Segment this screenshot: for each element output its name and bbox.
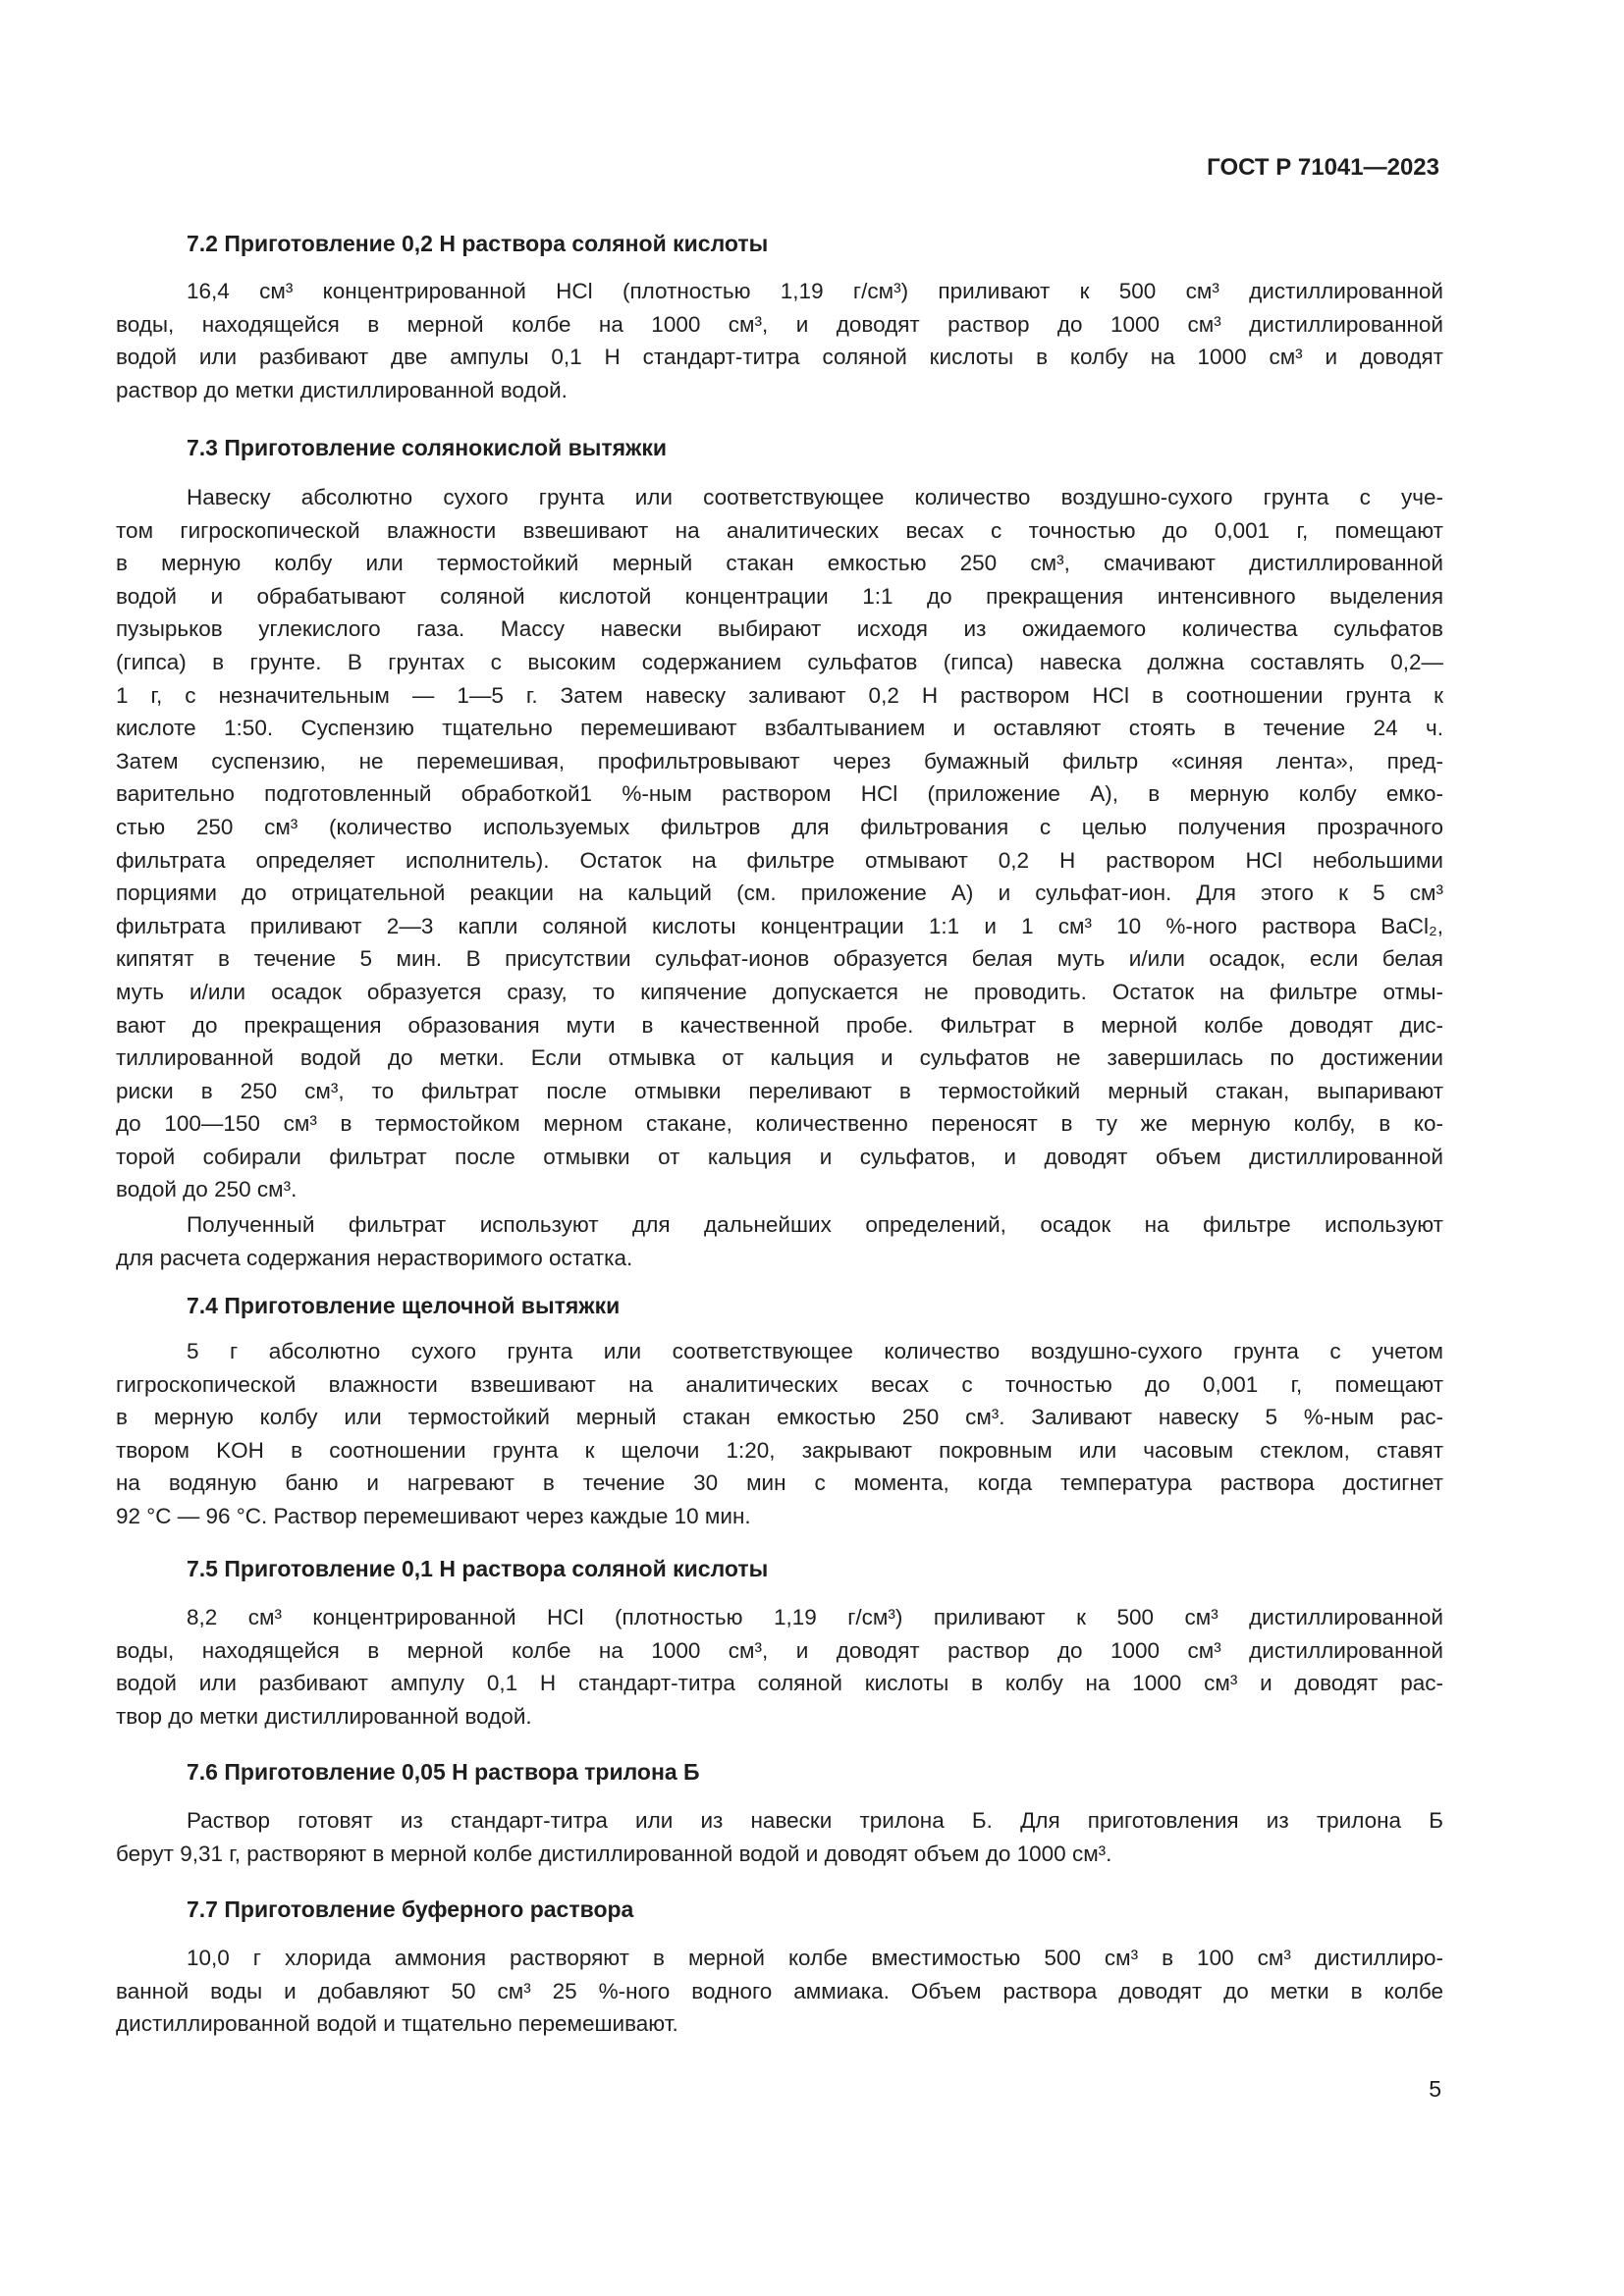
paragraph-line: берут 9,31 г, растворяют в мерной колбе дистиллированной водой и доводят объем до 1000 см³. bbox=[116, 1841, 1112, 1866]
paragraph-line: воды, находящейся в мерной колбе на 1000 см³, и доводят раствор до 1000 см³ дистиллированной bbox=[116, 1637, 1443, 1663]
paragraph-line: ванной воды и добавляют 50 см³ 25 %-ного водного аммиака. Объем раствора доводят до метки в колбе bbox=[116, 1978, 1443, 2003]
paragraph-line: Навеску абсолютно сухого грунта или соответствующее количество воздушно-сухого грунта с уче- bbox=[187, 485, 1443, 509]
section-heading: 7.2 Приготовление 0,2 Н раствора соляной кислоты bbox=[187, 231, 769, 256]
paragraph bbox=[116, 1804, 1443, 1870]
paragraph-line: водой или разбивают ампулу 0,1 Н стандарт-титра соляной кислоты в колбу на 1000 см³ и доводят рас- bbox=[116, 1671, 1443, 1696]
paragraph-line: риски в 250 см³, то фильтрат после отмывки переливают в термостойкий мерный стакан, выпаривают bbox=[116, 1078, 1443, 1103]
page-number: 5 bbox=[1429, 2076, 1441, 2102]
paragraph-line: тиллированной водой до метки. Если отмывка от кальция и сульфатов не завершилась по достижении bbox=[116, 1045, 1443, 1071]
paragraph-line: порциями до отрицательной реакции на кальций (см. приложение А) и сульфат-ион. Для этого к 5 см³ bbox=[116, 881, 1443, 906]
paragraph-line: (гипса) в грунте. В грунтах с высоким содержанием сульфатов (гипса) навеска должна составлять 0,2— bbox=[116, 649, 1443, 674]
paragraph-line: кипятят в течение 5 мин. В присутствии сульфат-ионов образуется белая муть и/или осадок, если белая bbox=[116, 946, 1443, 972]
paragraph-line: Полученный фильтрат используют для дальнейших определений, осадок на фильтре используют bbox=[187, 1212, 1443, 1237]
paragraph-line: водой до 250 см³. bbox=[116, 1177, 298, 1202]
paragraph-line: 8,2 см³ концентрированной HCl (плотностью 1,19 г/см³) приливают к 500 см³ дистиллированной bbox=[187, 1605, 1443, 1629]
paragraph-line: на водяную баню и нагревают в течение 30 мин с момента, когда температура раствора достигнет bbox=[116, 1470, 1443, 1496]
paragraph-line: Затем суспензию, не перемешивая, профильтровывают через бумажный фильтр «синяя лента», пред- bbox=[116, 748, 1443, 774]
paragraph bbox=[116, 1335, 1443, 1533]
paragraph-line: в мерную колбу или термостойкий мерный стакан емкостью 250 см³. Заливают навеску 5 %-ным рас- bbox=[116, 1405, 1443, 1430]
paragraph-line: в мерную колбу или термостойкий мерный стакан емкостью 250 см³, смачивают дистиллированной bbox=[116, 551, 1443, 576]
paragraph-line: воды, находящейся в мерной колбе на 1000 см³, и доводят раствор до 1000 см³ дистиллированной bbox=[116, 311, 1443, 337]
paragraph-line: фильтрата определяет исполнитель). Остаток на фильтре отмывают 0,2 Н раствором HCl небольшими bbox=[116, 847, 1443, 873]
section-heading: 7.6 Приготовление 0,05 Н раствора трилона Б bbox=[187, 1759, 700, 1785]
paragraph-line: раствор до метки дистиллированной водой. bbox=[116, 377, 568, 402]
paragraph-line: 92 °C — 96 °C. Раствор перемешивают через каждые 10 мин. bbox=[116, 1503, 751, 1528]
paragraph-line: стью 250 см³ (количество используемых фильтров для фильтрования с целью получения прозрачного bbox=[116, 814, 1443, 839]
paragraph-line: муть и/или осадок образуется сразу, то кипячение допускается не проводить. Остаток на фильтре отмы- bbox=[116, 979, 1443, 1004]
section-heading: 7.7 Приготовление буферного раствора bbox=[187, 1896, 634, 1922]
paragraph-line: твор до метки дистиллированной водой. bbox=[116, 1703, 532, 1729]
document-code: ГОСТ Р 71041—2023 bbox=[1207, 154, 1439, 181]
paragraph-line: 1 г, с незначительным — 1—5 г. Затем навеску заливают 0,2 Н раствором HCl в соотношении грунта к bbox=[116, 682, 1443, 708]
section-heading: 7.3 Приготовление солянокислой вытяжки bbox=[187, 435, 667, 460]
paragraph bbox=[116, 1601, 1443, 1733]
section-heading: 7.4 Приготовление щелочной вытяжки bbox=[187, 1293, 621, 1318]
paragraph-line: Раствор готовят из стандарт-титра или из навески трилона Б. Для приготовления из трилона Б bbox=[187, 1808, 1443, 1833]
paragraph-line: 10,0 г хлорида аммония растворяют в мерной колбе вместимостью 500 см³ в 100 см³ дистиллиро- bbox=[187, 1946, 1443, 1970]
paragraph bbox=[116, 481, 1443, 1206]
paragraph-line: торой собирали фильтрат после отмывки от кальция и сульфатов, и доводят объем дистиллированной bbox=[116, 1144, 1443, 1169]
paragraph-line: фильтрата приливают 2—3 капли соляной кислоты концентрации 1:1 и 1 см³ 10 %-ного раствора BaCl₂, bbox=[116, 913, 1443, 938]
paragraph-line: 16,4 см³ концентрированной HCl (плотностью 1,19 г/см³) приливают к 500 см³ дистиллированной bbox=[187, 279, 1443, 303]
paragraph-line: 5 г абсолютно сухого грунта или соответствующее количество воздушно-сухого грунта с учетом bbox=[187, 1339, 1443, 1363]
paragraph-line: твором KOH в соотношении грунта к щелочи 1:20, закрывают покровным или часовым стеклом, ставят bbox=[116, 1437, 1443, 1463]
paragraph-line: водой или разбивают две ампулы 0,1 Н стандарт-титра соляной кислоты в колбу на 1000 см³ и доводят bbox=[116, 345, 1443, 370]
paragraph-line: до 100—150 см³ в термостойком мерном стакане, количественно переносят в ту же мерную колбу, в ко- bbox=[116, 1111, 1443, 1137]
paragraph bbox=[116, 1208, 1443, 1274]
paragraph-line: гигроскопической влажности взвешивают на аналитических весах с точностью до 0,001 г, помещают bbox=[116, 1371, 1443, 1397]
paragraph-line: дистиллированной водой и тщательно перемешивают. bbox=[116, 2011, 678, 2037]
paragraph bbox=[116, 1942, 1443, 2041]
section-heading: 7.5 Приготовление 0,1 Н раствора соляной кислоты bbox=[187, 1556, 769, 1581]
paragraph-line: вают до прекращения образования мути в качественной пробе. Фильтрат в мерной колбе доводят дис- bbox=[116, 1012, 1443, 1038]
paragraph-line: пузырьков углекислого газа. Массу навески выбирают исходя из ожидаемого количества сульфатов bbox=[116, 616, 1443, 642]
paragraph bbox=[116, 275, 1443, 406]
paragraph-line: кислоте 1:50. Суспензию тщательно перемешивают взбалтыванием и оставляют стоять в течение 24 ч. bbox=[116, 716, 1443, 741]
paragraph-line: для расчета содержания нерастворимого остатка. bbox=[116, 1245, 633, 1270]
paragraph-line: водой и обрабатывают соляной кислотой концентрации 1:1 до прекращения интенсивного выделения bbox=[116, 583, 1443, 609]
paragraph-line: том гигроскопической влажности взвешивают на аналитических весах с точностью до 0,001 г, помещают bbox=[116, 517, 1443, 543]
paragraph-line: варительно подготовленный обработкой1 %-ным раствором HCl (приложение А), в мерную колбу емко- bbox=[116, 781, 1443, 807]
